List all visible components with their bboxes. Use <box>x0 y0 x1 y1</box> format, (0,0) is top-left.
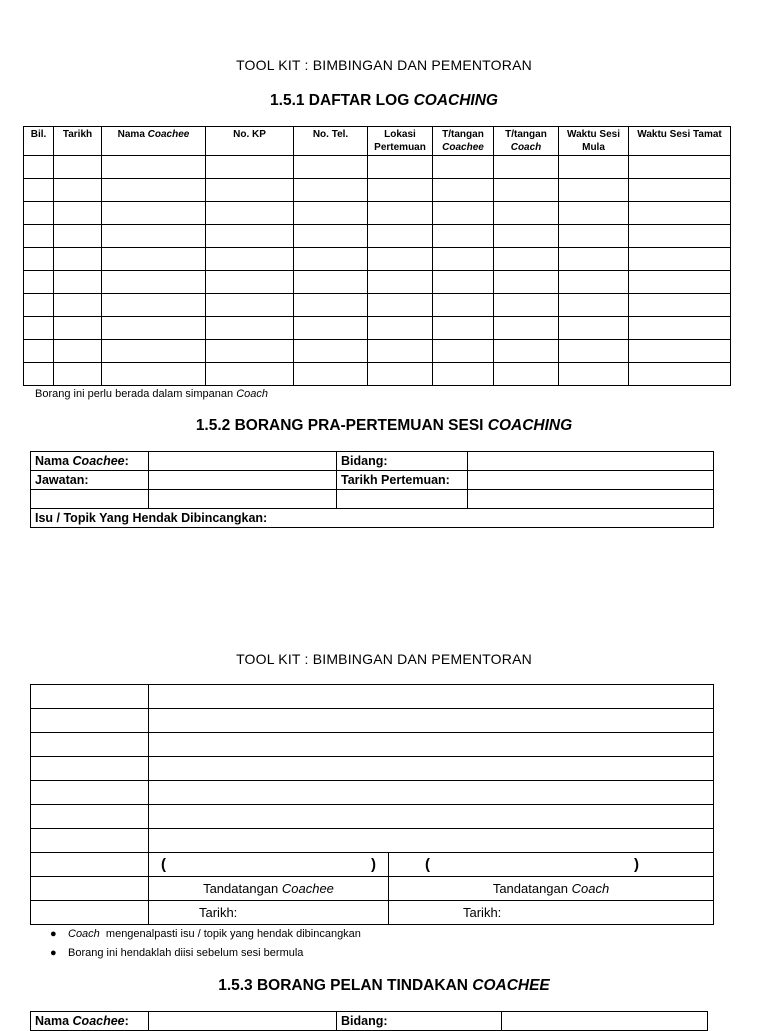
log-cell[interactable] <box>629 363 731 386</box>
blank-cell <box>31 877 149 901</box>
log-cell[interactable] <box>494 271 559 294</box>
log-cell[interactable] <box>294 202 368 225</box>
log-cell[interactable] <box>629 340 731 363</box>
log-cell[interactable] <box>206 156 294 179</box>
signature-row <box>31 853 714 877</box>
log-cell[interactable] <box>433 317 494 340</box>
log-cell[interactable] <box>559 248 629 271</box>
notes-label-cell[interactable] <box>31 829 149 853</box>
log-cell[interactable] <box>629 202 731 225</box>
notes-row <box>31 757 714 781</box>
log-cell[interactable] <box>24 271 54 294</box>
bidang-label: Bidang: <box>337 452 468 471</box>
log-cell[interactable] <box>494 248 559 271</box>
log-note: Borang ini perlu berada dalam simpanan Coach <box>35 388 268 400</box>
log-cell[interactable] <box>54 202 102 225</box>
log-cell[interactable] <box>494 156 559 179</box>
log-cell[interactable] <box>368 294 433 317</box>
log-cell[interactable] <box>24 156 54 179</box>
log-cell[interactable] <box>102 363 206 386</box>
log-cell[interactable] <box>206 294 294 317</box>
log-cell[interactable] <box>102 317 206 340</box>
tarikh-pertemuan-label: Tarikh Pertemuan: <box>337 471 468 490</box>
log-cell[interactable] <box>54 363 102 386</box>
log-cell[interactable] <box>559 271 629 294</box>
log-col-header: Waktu Sesi Tamat <box>629 127 731 156</box>
signature-date-row <box>31 901 714 925</box>
notes-row <box>31 733 714 757</box>
log-cell[interactable] <box>24 248 54 271</box>
coachee-date-label: Tarikh: <box>149 901 389 925</box>
log-cell[interactable] <box>629 271 731 294</box>
nama-coachee-field[interactable] <box>149 1012 337 1031</box>
log-cell[interactable] <box>368 179 433 202</box>
log-cell[interactable] <box>494 317 559 340</box>
log-cell[interactable] <box>433 340 494 363</box>
log-cell[interactable] <box>433 225 494 248</box>
log-cell[interactable] <box>24 202 54 225</box>
coach-signature-label: Tandatangan Coach <box>389 877 714 901</box>
log-cell[interactable] <box>433 179 494 202</box>
notes-label-cell[interactable] <box>31 709 149 733</box>
bidang-label: Bidang: <box>337 1012 502 1031</box>
log-cell[interactable] <box>433 271 494 294</box>
notes-label-cell[interactable] <box>31 805 149 829</box>
log-cell[interactable] <box>629 294 731 317</box>
log-cell[interactable] <box>494 294 559 317</box>
log-row <box>24 317 731 340</box>
coachee-signature-label: Tandatangan Coachee <box>149 877 389 901</box>
log-cell[interactable] <box>54 317 102 340</box>
log-row <box>24 294 731 317</box>
log-row <box>24 179 731 202</box>
log-row <box>24 340 731 363</box>
log-cell[interactable] <box>629 156 731 179</box>
log-cell[interactable] <box>54 156 102 179</box>
log-cell[interactable] <box>559 317 629 340</box>
log-cell[interactable] <box>102 294 206 317</box>
notes-content-cell[interactable] <box>149 709 714 733</box>
log-cell[interactable] <box>494 363 559 386</box>
log-cell[interactable] <box>102 156 206 179</box>
notes-row <box>31 709 714 733</box>
log-cell[interactable] <box>294 225 368 248</box>
notes-label-cell[interactable] <box>31 733 149 757</box>
blank-cell[interactable] <box>468 490 714 509</box>
log-cell[interactable] <box>294 179 368 202</box>
log-col-header: Lokasi Pertemuan <box>368 127 433 156</box>
log-cell[interactable] <box>559 202 629 225</box>
blank-cell[interactable] <box>149 490 337 509</box>
notes-label-cell[interactable] <box>31 685 149 709</box>
log-col-header: Bil. <box>24 127 54 156</box>
log-cell[interactable] <box>206 340 294 363</box>
log-cell[interactable] <box>494 340 559 363</box>
log-cell[interactable] <box>494 225 559 248</box>
log-cell[interactable] <box>54 271 102 294</box>
log-cell[interactable] <box>559 225 629 248</box>
log-cell[interactable] <box>206 363 294 386</box>
log-cell[interactable] <box>294 294 368 317</box>
log-cell[interactable] <box>559 179 629 202</box>
log-cell[interactable] <box>433 202 494 225</box>
toolkit-header: TOOL KIT : BIMBINGAN DAN PEMENTORAN <box>236 57 532 73</box>
log-row <box>24 156 731 179</box>
log-col-header: T/tangan Coachee <box>433 127 494 156</box>
log-col-header: No. Tel. <box>294 127 368 156</box>
bullet-icon: ● <box>50 928 57 940</box>
blank-cell[interactable] <box>31 490 149 509</box>
nama-coachee-label: Nama Coachee: <box>31 1012 149 1031</box>
log-cell[interactable] <box>24 340 54 363</box>
log-cell[interactable] <box>629 225 731 248</box>
log-row <box>24 225 731 248</box>
action-plan-title: 1.5.3 BORANG PELAN TINDAKAN COACHEE <box>218 977 550 994</box>
log-cell[interactable] <box>54 294 102 317</box>
log-cell[interactable] <box>102 179 206 202</box>
log-row <box>24 202 731 225</box>
log-col-header: Nama Coachee <box>102 127 206 156</box>
notes-content-cell[interactable] <box>149 733 714 757</box>
log-cell[interactable] <box>368 156 433 179</box>
notes-row <box>31 685 714 709</box>
log-cell[interactable] <box>629 248 731 271</box>
log-cell[interactable] <box>102 225 206 248</box>
log-cell[interactable] <box>559 294 629 317</box>
log-cell[interactable] <box>494 202 559 225</box>
log-title: 1.5.1 DAFTAR LOG COACHING <box>270 92 498 109</box>
log-cell[interactable] <box>294 340 368 363</box>
log-cell[interactable] <box>54 248 102 271</box>
log-cell[interactable] <box>294 271 368 294</box>
pre-meeting-title: 1.5.2 BORANG PRA-PERTEMUAN SESI COACHING <box>195 417 573 434</box>
isu-topik-label: Isu / Topik Yang Hendak Dibincangkan: <box>31 509 714 528</box>
coaching-log-table <box>23 126 731 386</box>
log-cell[interactable] <box>494 179 559 202</box>
log-cell[interactable] <box>368 340 433 363</box>
jawatan-label: Jawatan: <box>31 471 149 490</box>
log-cell[interactable] <box>294 317 368 340</box>
notes-row <box>31 781 714 805</box>
bullet-item: ● Coach mengenalpasti isu / topik yang hendak dibincangkan <box>50 925 700 944</box>
log-cell[interactable] <box>559 363 629 386</box>
toolkit-header-page2: TOOL KIT : BIMBINGAN DAN PEMENTORAN <box>236 651 532 667</box>
log-row <box>24 271 731 294</box>
log-cell[interactable] <box>629 317 731 340</box>
log-row <box>24 248 731 271</box>
log-cell[interactable] <box>294 363 368 386</box>
notes-row <box>31 805 714 829</box>
tarikh-pertemuan-field[interactable] <box>468 471 714 490</box>
nama-coachee-label: Nama Coachee: <box>31 452 149 471</box>
log-cell[interactable] <box>24 363 54 386</box>
log-cell[interactable] <box>206 317 294 340</box>
notes-content-cell[interactable] <box>149 757 714 781</box>
log-cell[interactable] <box>433 156 494 179</box>
log-cell[interactable] <box>102 271 206 294</box>
log-cell[interactable] <box>559 340 629 363</box>
notes-content-cell[interactable] <box>149 829 714 853</box>
log-cell[interactable] <box>54 225 102 248</box>
log-cell[interactable] <box>368 363 433 386</box>
action-plan-form <box>30 1011 708 1031</box>
log-cell[interactable] <box>206 248 294 271</box>
blank-cell[interactable] <box>337 490 468 509</box>
log-cell[interactable] <box>433 363 494 386</box>
coachee-signature-field[interactable]: ( ) <box>149 853 389 877</box>
log-cell[interactable] <box>368 202 433 225</box>
log-cell[interactable] <box>102 202 206 225</box>
bidang-field[interactable] <box>468 452 714 471</box>
log-cell[interactable] <box>206 202 294 225</box>
bidang-field[interactable] <box>502 1012 708 1031</box>
notes-bullet-list <box>50 925 700 963</box>
coach-date-label: Tarikh: <box>389 901 714 925</box>
log-cell[interactable] <box>368 248 433 271</box>
notes-content-cell[interactable] <box>149 805 714 829</box>
log-col-header: No. KP <box>206 127 294 156</box>
log-cell[interactable] <box>54 179 102 202</box>
log-cell[interactable] <box>433 248 494 271</box>
nama-coachee-field[interactable] <box>149 452 337 471</box>
log-cell[interactable] <box>294 156 368 179</box>
coach-signature-field[interactable]: ( ) <box>389 853 714 877</box>
log-cell[interactable] <box>629 179 731 202</box>
log-cell[interactable] <box>102 340 206 363</box>
log-cell[interactable] <box>24 317 54 340</box>
notes-content-cell[interactable] <box>149 685 714 709</box>
log-cell[interactable] <box>102 248 206 271</box>
notes-label-cell[interactable] <box>31 757 149 781</box>
notes-label-cell[interactable] <box>31 781 149 805</box>
log-cell[interactable] <box>54 340 102 363</box>
blank-cell <box>31 901 149 925</box>
log-cell[interactable] <box>368 317 433 340</box>
log-cell[interactable] <box>24 294 54 317</box>
log-col-header: T/tangan Coach <box>494 127 559 156</box>
pre-meeting-form <box>30 451 714 528</box>
log-header-row <box>24 127 731 156</box>
signature-caption-row <box>31 877 714 901</box>
log-cell[interactable] <box>368 225 433 248</box>
notes-row <box>31 829 714 853</box>
log-cell[interactable] <box>24 179 54 202</box>
log-cell[interactable] <box>368 271 433 294</box>
jawatan-field[interactable] <box>149 471 337 490</box>
log-cell[interactable] <box>559 156 629 179</box>
log-row <box>24 363 731 386</box>
blank-cell <box>31 853 149 877</box>
bullet-icon: ● <box>50 947 57 959</box>
log-cell[interactable] <box>206 179 294 202</box>
log-col-header: Tarikh <box>54 127 102 156</box>
discussion-notes-table <box>30 684 714 925</box>
log-cell[interactable] <box>206 271 294 294</box>
log-cell[interactable] <box>294 248 368 271</box>
log-cell[interactable] <box>206 225 294 248</box>
log-cell[interactable] <box>24 225 54 248</box>
bullet-item: ● Borang ini hendaklah diisi sebelum sesi bermula <box>50 944 700 963</box>
notes-content-cell[interactable] <box>149 781 714 805</box>
log-cell[interactable] <box>433 294 494 317</box>
log-col-header: Waktu Sesi Mula <box>559 127 629 156</box>
